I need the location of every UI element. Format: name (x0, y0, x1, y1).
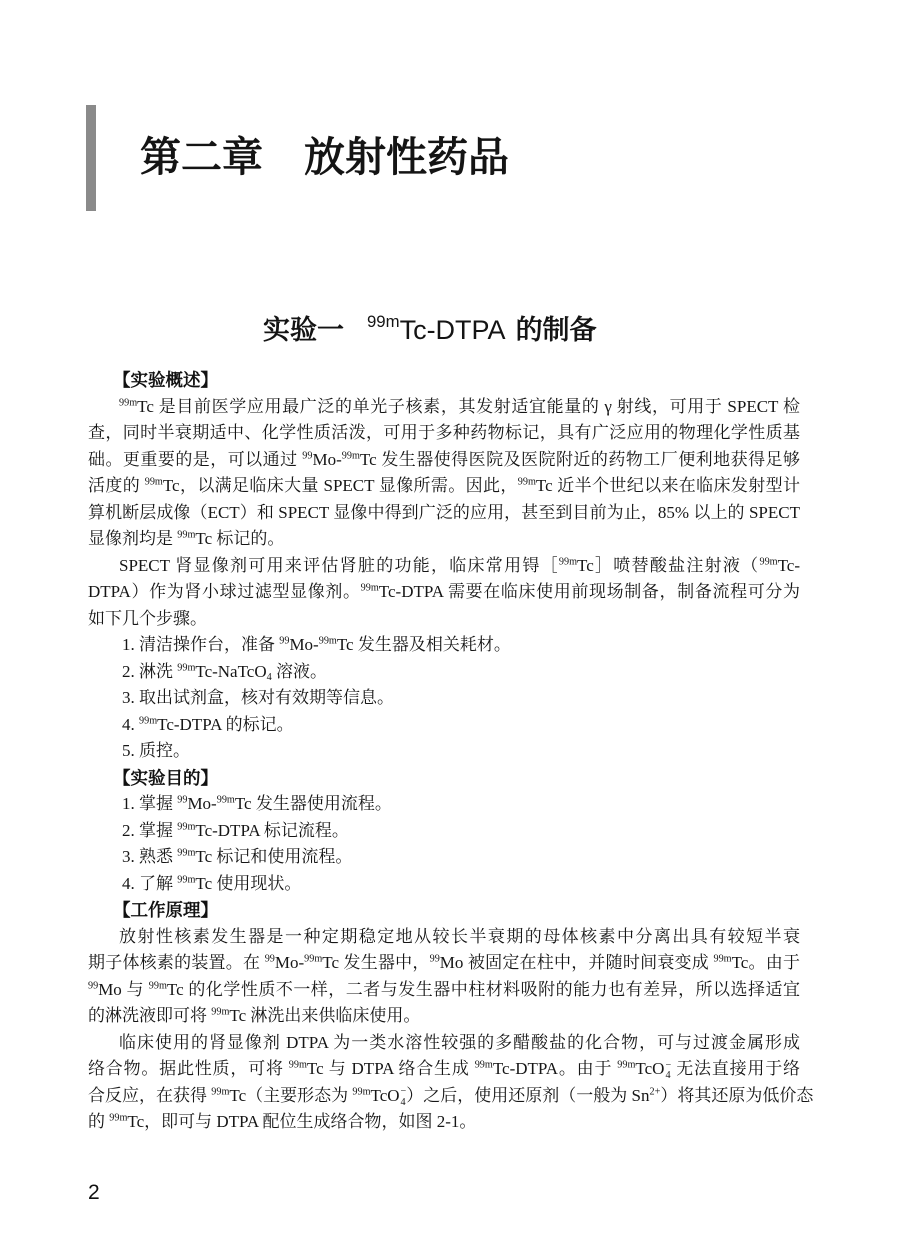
text-run: Tc- (777, 555, 800, 575)
superscript: 99m (211, 1006, 230, 1018)
superscript: − (400, 1086, 407, 1098)
chapter-title: 第二章 放射性药品 (140, 134, 509, 180)
text-line (88, 712, 800, 739)
list-item (88, 844, 800, 871)
text-run: ）之后，使用还原剂（一般为 Sn (406, 1085, 650, 1105)
text-line (88, 844, 800, 871)
list-item (88, 818, 800, 845)
superscript: 99m (119, 397, 138, 409)
text-run: Tc-DTPA 需要在临床使用前现场制备，制备流程可分为 (378, 582, 800, 601)
text-run: Tc 发生器使得医院及医院附近的药物工厂便利地获得足够 (359, 449, 800, 469)
text-run: 算机断层成像（ECT）和 SPECT 显像中得到广泛的应用，甚至到目前为止，85% 以上的 SPECT (88, 502, 800, 522)
text-line (88, 447, 800, 474)
subscript: 4 (400, 1096, 406, 1108)
text-line (88, 632, 800, 659)
text-run: 的淋洗液即可将 (88, 1006, 212, 1025)
section-heading: 【实验目的】 (113, 767, 218, 788)
text-run: 显像剂均是 (88, 529, 178, 548)
compound-formula: Tc-DTPA (399, 315, 506, 345)
superscript: 99m (177, 874, 196, 886)
superscript: 99 (177, 794, 188, 806)
superscript: 99m (177, 847, 196, 859)
experiment-title (263, 312, 597, 348)
text-run: Mo- (312, 449, 342, 469)
superscript: 99m (617, 1059, 636, 1071)
text-run: Mo- (187, 794, 217, 813)
body-text (88, 367, 814, 1136)
text-line (88, 553, 800, 580)
text-run: 础。更重要的是，可以通过 (88, 449, 303, 469)
text-line (88, 1056, 800, 1083)
list-item (88, 791, 800, 818)
superscript: 99 (279, 635, 290, 647)
text-run: 4. (122, 714, 139, 734)
text-run: TcO (635, 1059, 665, 1078)
text-run: 临床使用的肾显像剂 DTPA 为一类水溶性较强的多醋酸盐的化合物，可与过渡金属形成 (119, 1032, 800, 1052)
text-run: Tc 标记的。 (195, 529, 285, 548)
text-run: Mo 被固定在柱中，并随时间衰变成 (439, 953, 714, 972)
text-line (88, 685, 800, 712)
text-run: Tc 是目前医学应用最广泛的单光子核素，其发射适宜能量的 γ 射线，可用于 SPECT 检 (137, 396, 800, 416)
text-run: 3. 取出试剂盒，核对有效期等信息。 (122, 688, 394, 707)
text-run: 络合物。据此性质，可将 (88, 1059, 289, 1078)
superscript: 99m (144, 476, 163, 488)
subscript: 4 (266, 671, 272, 683)
text-run: Tc 与 DTPA 络合生成 (306, 1059, 475, 1078)
text-run: Tc］喷替酸盐注射液（ (577, 555, 760, 575)
superscript: 99m (517, 476, 536, 488)
text-run: Tc 发生器及相关耗材。 (336, 635, 511, 654)
text-run: Tc 发生器使用流程。 (234, 794, 392, 813)
text-run: Tc。由于 (731, 953, 801, 972)
text-line (88, 738, 800, 765)
text-run: Tc-DTPA 的标记。 (157, 714, 294, 734)
text-run: 2. 淋洗 (122, 661, 178, 681)
paragraph (88, 924, 800, 1030)
text-run: Tc 近半个世纪以来在临床发射型计 (535, 476, 801, 495)
text-run: Tc-DTPA。由于 (492, 1059, 618, 1078)
section-heading: 【工作原理】 (113, 900, 218, 920)
text-run: 期子体核素的装置。在 (88, 953, 265, 972)
superscript: 99m (558, 556, 578, 568)
superscript: 99m (474, 1059, 493, 1071)
text-run: DTPA）作为肾小球过滤型显像剂。 (88, 582, 361, 601)
text-line (88, 1003, 800, 1030)
list-item (88, 659, 800, 686)
text-run: 放射性核素发生器是一种定期稳定地从较长半衰期的母体核素中分离出具有较短半衰 (119, 926, 800, 946)
superscript: 99m (109, 1112, 128, 1124)
superscript: 99 (88, 980, 99, 992)
text-line (88, 818, 800, 845)
text-line (88, 473, 800, 500)
text-run: Tc-NaTcO (195, 661, 267, 681)
text-run: 3. 熟悉 (122, 847, 178, 866)
superscript: 99m (148, 980, 167, 992)
chapter-accent-bar (86, 105, 96, 211)
text-run: Tc，以满足临床大量 SPECT 显像所需。因此， (162, 476, 518, 495)
text-run: Mo- (289, 635, 319, 654)
text-run: 1. 掌握 (122, 794, 178, 813)
superscript: 99m (713, 953, 732, 965)
superscript: 99 (264, 953, 275, 965)
text-run: Tc 标记和使用流程。 (195, 847, 353, 866)
text-line (88, 924, 800, 951)
subscript: 4 (665, 1070, 671, 1082)
superscript: 2+ (649, 1086, 661, 1098)
list-item (88, 712, 800, 739)
text-line (88, 1109, 800, 1136)
superscript: 99m (139, 715, 158, 727)
text-run: Mo 与 (98, 979, 149, 999)
text-run: 无法直接用于络 (671, 1059, 801, 1078)
text-run: Mo- (274, 953, 305, 972)
isotope-superscript: 99m (367, 311, 400, 331)
text-run: 查，同时半衰期适中、化学性质活泼，可用于多种药物标记，具有广泛应用的物理化学性质基 (88, 423, 800, 442)
text-line (88, 394, 800, 421)
superscript: 99m (288, 1059, 307, 1071)
text-line (88, 950, 800, 977)
text-run: Tc 淋洗出来供临床使用。 (229, 1006, 421, 1025)
paragraph (88, 1030, 814, 1136)
text-run: Tc 使用现状。 (195, 873, 302, 893)
superscript: 99m (177, 821, 196, 833)
text-run: Tc（主要形态为 (229, 1085, 353, 1105)
text-line (88, 791, 800, 818)
superscript: 99m (211, 1086, 230, 1098)
text-run: Tc，即可与 DTPA 配位生成络合物，如图 2-1。 (127, 1112, 477, 1131)
text-run: ）将其还原为低价态 (660, 1085, 814, 1105)
text-run: 合反应，在获得 (88, 1085, 212, 1105)
superscript: 99m (352, 1086, 371, 1098)
superscript: 99m (318, 635, 337, 647)
superscript: 99m (360, 582, 379, 594)
superscript: 99m (177, 662, 196, 674)
text-run: 的 (88, 1112, 110, 1131)
text-run: TcO (370, 1085, 400, 1105)
text-line (88, 606, 800, 633)
text-run: SPECT 肾显像剂可用来评估肾脏的功能，临床常用锝［ (119, 555, 559, 575)
text-line (88, 1083, 814, 1110)
experiment-title-suffix: 的制备 (515, 315, 597, 345)
text-line (88, 579, 800, 606)
text-line (88, 500, 800, 527)
superscript: 99m (216, 794, 235, 806)
text-line (88, 871, 800, 898)
list-item (88, 871, 800, 898)
superscript: − (665, 1059, 672, 1071)
text-run: Tc 的化学性质不一样，二者与发生器中柱材料吸附的能力也有差异，所以选择适宜 (166, 979, 800, 999)
list-item (88, 632, 800, 659)
text-line (88, 977, 800, 1004)
superscript: 99 (429, 953, 440, 965)
text-run: 如下几个步骤。 (88, 608, 207, 628)
experiment-number: 实验一 (263, 315, 344, 345)
list-item (88, 738, 800, 765)
text-line (88, 526, 800, 553)
superscript: 99m (341, 450, 360, 462)
text-line (88, 420, 800, 447)
text-line (88, 659, 800, 686)
superscript: 99 (302, 450, 313, 462)
text-run: Tc 发生器中， (322, 953, 430, 972)
list-item (88, 685, 800, 712)
section-heading: 【实验概述】 (113, 370, 218, 390)
paragraph (88, 553, 800, 633)
text-run: 5. 质控。 (122, 741, 190, 760)
superscript: 99m (304, 953, 323, 965)
text-run: 4. 了解 (122, 873, 178, 893)
text-run: Tc-DTPA 标记流程。 (195, 820, 349, 840)
text-line (88, 1030, 800, 1057)
text-run: 溶液。 (271, 661, 327, 681)
text-run: 2. 掌握 (122, 820, 178, 840)
page-number: 2 (88, 1181, 100, 1204)
superscript: 99m (759, 556, 778, 568)
text-run: 活度的 (88, 476, 145, 495)
paragraph (88, 394, 800, 553)
superscript: 99m (177, 529, 196, 541)
text-run: 1. 清洁操作台，准备 (122, 635, 280, 654)
